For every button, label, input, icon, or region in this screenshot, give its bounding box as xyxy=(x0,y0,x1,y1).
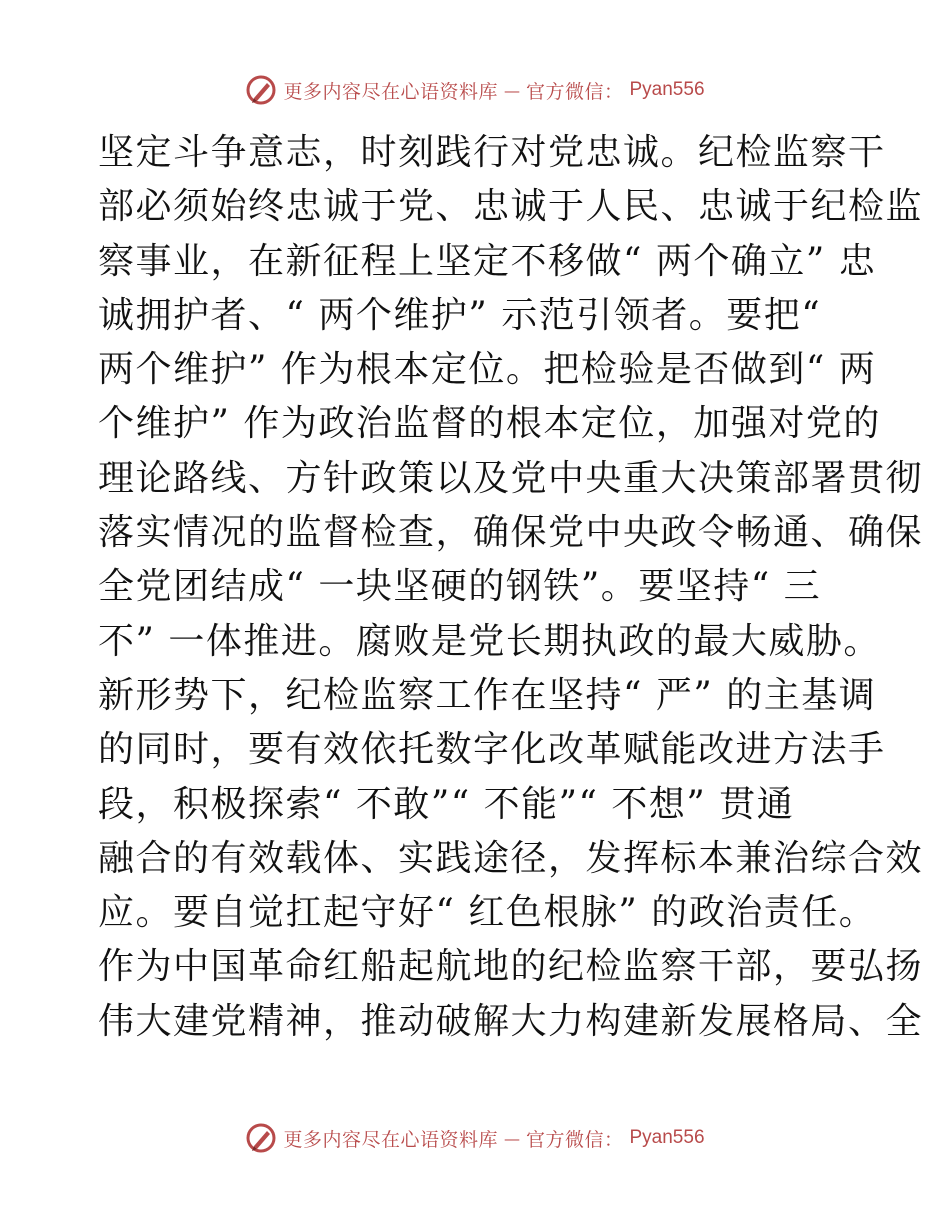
document-body xyxy=(98,126,924,1049)
text-line: 理论路线、方针政策以及党中央重大决策部署贯彻 xyxy=(98,457,924,499)
text-line: 坚定斗争意志，时刻践行对党忠诚。纪检监察干 xyxy=(98,132,886,173)
text-line: 新形势下，纪检监察工作在坚持“ 严” 的主基调 xyxy=(98,674,877,716)
watermark-contact-label: 官方微信： xyxy=(525,1128,624,1151)
text-line: 应。要自觉扛起守好“ 红色根脉” 的政治责任。 xyxy=(98,892,877,934)
pen-logo-icon xyxy=(245,74,277,106)
watermark-separator: — xyxy=(503,1128,520,1148)
text-line: 伟大建党精神，推动破解大力构建新发展格局、全 xyxy=(98,1000,924,1042)
text-line: 部必须始终忠诚于党、忠诚于人民、忠诚于纪检监 xyxy=(98,186,924,228)
pen-logo-icon xyxy=(245,1122,277,1154)
text-line: 不” 一体推进。腐败是党长期执政的最大威胁。 xyxy=(98,620,881,662)
text-line: 段，积极探索“ 不敢”“ 不能”“ 不想” 贯通 xyxy=(98,783,795,825)
text-line: 个维护” 作为政治监督的根本定位，加强对党的 xyxy=(98,403,881,445)
text-line: 诚拥护者、“ 两个维护” 示范引领者。要把“ xyxy=(98,294,822,336)
footer-watermark xyxy=(0,1118,950,1158)
text-line: 融合的有效载体、实践途径，发挥标本兼治综合效 xyxy=(98,837,924,879)
text-line: 落实情况的监督检查，确保党中央政令畅通、确保 xyxy=(98,512,924,554)
text-line: 两个维护” 作为根本定位。把检验是否做到“ 两 xyxy=(98,349,877,391)
watermark-handle: Pyan556 xyxy=(629,1127,705,1148)
watermark-brand-text: 更多内容尽在心语资料库 xyxy=(283,80,498,103)
text-line: 的同时，要有效依托数字化改革赋能改进方法手 xyxy=(98,729,886,771)
watermark-separator: — xyxy=(503,80,520,100)
header-watermark xyxy=(0,70,950,110)
watermark-handle: Pyan556 xyxy=(629,79,705,100)
watermark-brand-text: 更多内容尽在心语资料库 xyxy=(283,1128,498,1151)
text-line: 作为中国革命红船起航地的纪检监察干部，要弘扬 xyxy=(98,946,924,988)
text-line: 察事业，在新征程上坚定不移做“ 两个确立” 忠 xyxy=(98,240,877,282)
watermark-contact-label: 官方微信： xyxy=(525,80,624,103)
text-line: 全党团结成“ 一块坚硬的钢铁”。要坚持“ 三 xyxy=(98,566,822,608)
